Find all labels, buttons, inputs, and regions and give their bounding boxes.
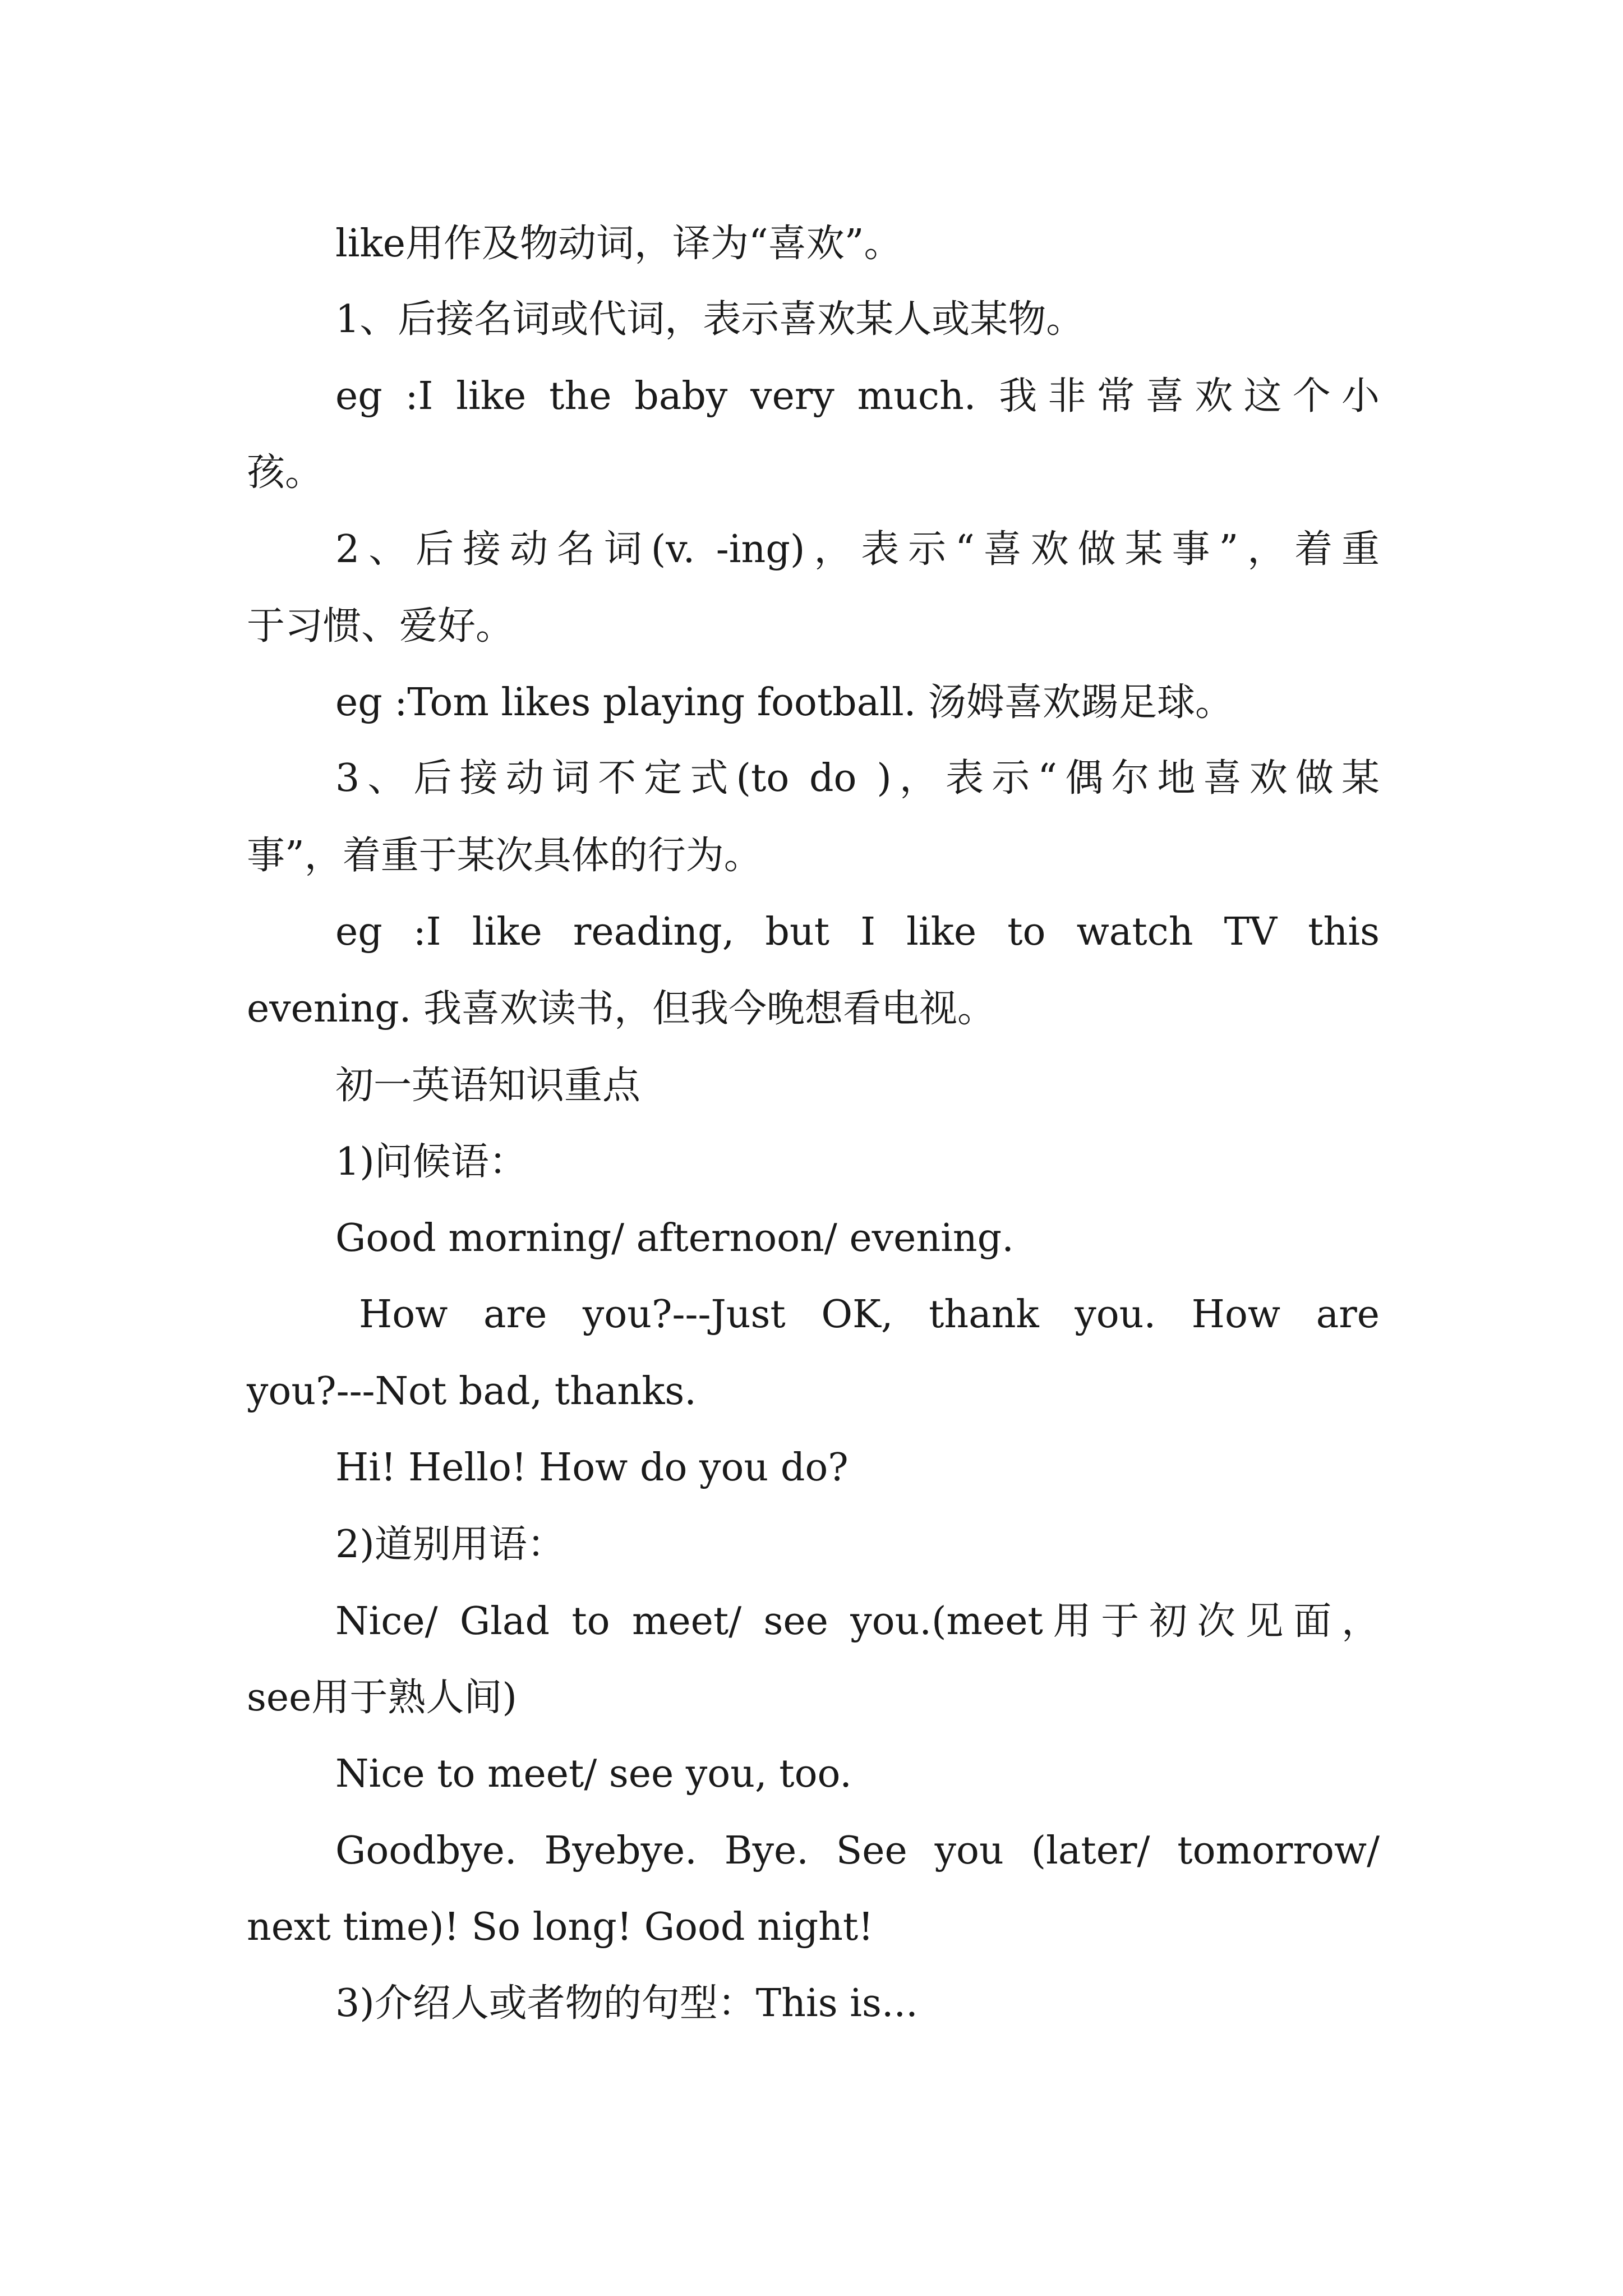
text-line: Good morning/ afternoon/ evening. [335,1216,1014,1260]
text-line: How are you?---Just OK, thank you. How are [359,1292,1380,1337]
text-line: 2)道别用语： [335,1522,565,1567]
text-line: see用于熟人间) [247,1676,517,1720]
text-line: next time)! So long! Good night! [247,1905,874,1949]
text-line: 事”，着重于某次具体的行为。 [247,834,762,878]
text-line: Hi! Hello! How do you do? [335,1446,849,1490]
text-line: like用作及物动词，译为“喜欢”。 [335,222,902,266]
text-line: 孩。 [247,450,324,495]
text-line: Goodbye. Byebye. Bye. See you (later/ tomorrow/ [335,1829,1380,1873]
text-line: 1)问候语： [335,1140,527,1184]
section-heading: 初一英语知识重点 [335,1064,641,1108]
text-line: Nice/ Glad to meet/ see you.(meet用于初次见面， [335,1599,1380,1644]
text-line: 2、后接动名词(v. -ing)，表示“喜欢做某事”，着重 [335,527,1380,572]
text-line: eg :I like reading, but I like to watch TV this [335,910,1380,954]
text-line: eg :Tom likes playing football. 汤姆喜欢踢足球。 [335,680,1233,725]
text-line: 于习惯、爱好。 [247,604,514,648]
text-line: 1、后接名词或代词，表示喜欢某人或某物。 [335,297,1085,342]
text-line: 3、后接动词不定式(to do )，表示“偶尔地喜欢做某 [335,756,1380,800]
text-line: evening. 我喜欢读书，但我今晚想看电视。 [247,987,995,1031]
text-line: Nice to meet/ see you, too. [335,1752,852,1796]
text-line: eg :I like the baby very much. 我非常喜欢这个小 [335,374,1380,418]
text-line: you?---Not bad, thanks. [247,1369,697,1414]
text-line: 3)介绍人或者物的句型：This is... [335,1981,918,2026]
